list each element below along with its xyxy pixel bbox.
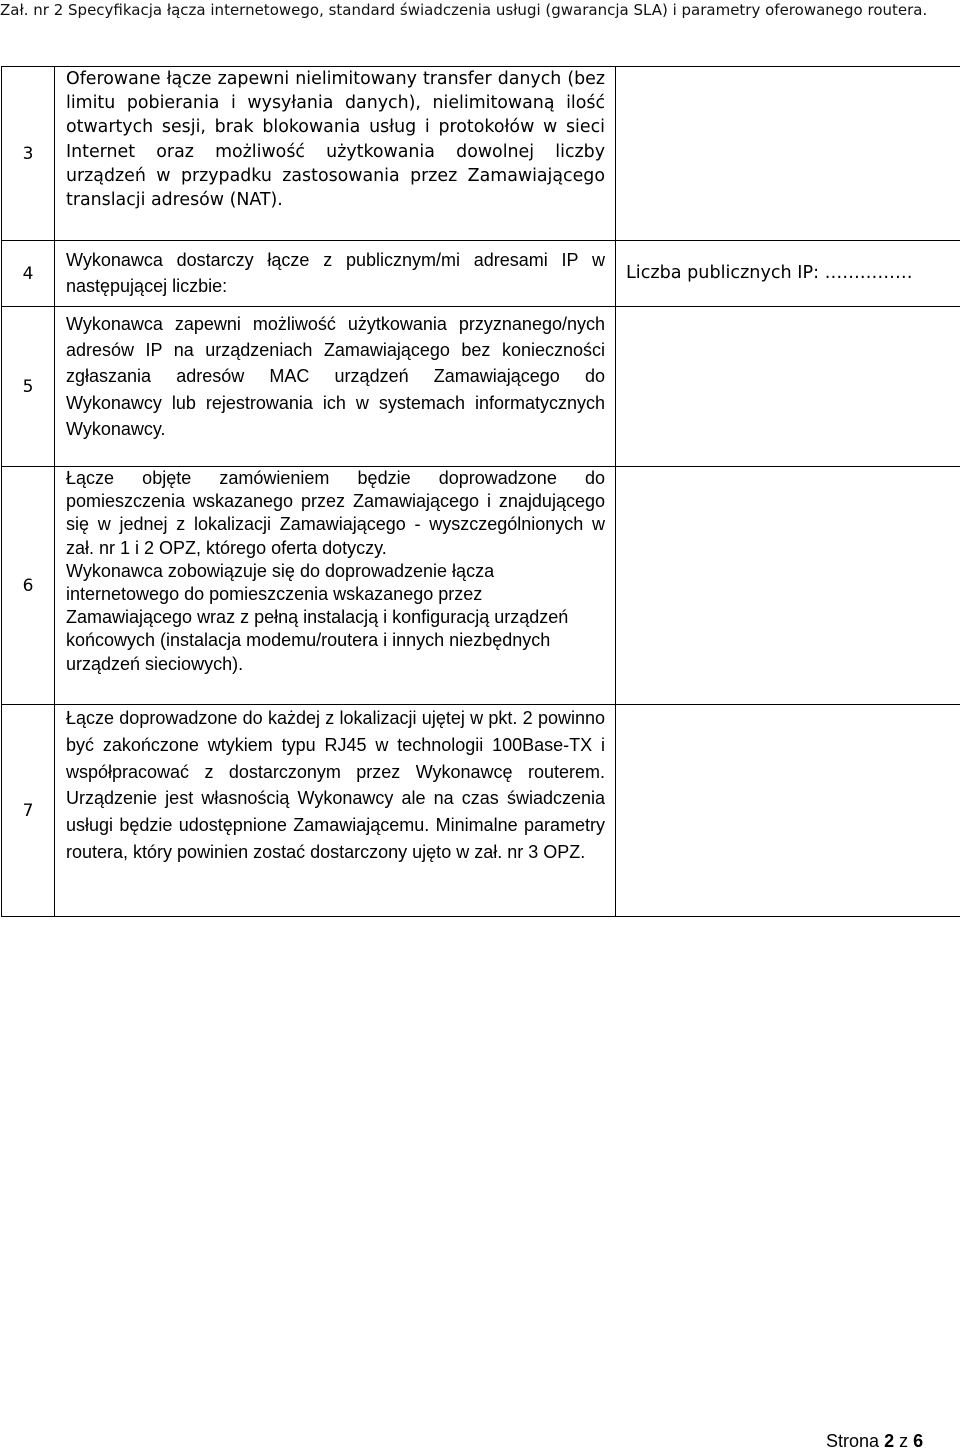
public-ip-count-field[interactable]: Liczba publicznych IP: …………… [616,241,960,285]
total-pages: 6 [913,1431,923,1451]
requirement-cell [55,705,616,917]
requirement-text [55,241,615,299]
page-label: Strona [826,1431,879,1451]
table-row [2,467,960,705]
table-row [2,307,960,467]
offer-cell [616,705,960,917]
offer-value [616,67,960,75]
current-page: 2 [884,1431,894,1451]
requirement-text [55,307,615,442]
table-row [2,241,960,307]
requirement-cell [55,307,616,467]
page-number [826,1430,923,1452]
requirement-paragraph: Wykonawca zapewni możliwość użytkowania przyznanego/nych adresów IP na urządzeniach Zamawiającego bez konieczności zgłaszania adresów MAC urządzeń Zamawiającego do Wykonawcy lub rejestrowania ich w systemach informatycznych Wykonawcy. [66,311,605,442]
requirement-paragraph: Wykonawca zobowiązuje się do doprowadzenie łącza internetowego do pomieszczenia wskazanego przez Zamawiającego wraz z pełną instalacją i konfiguracją urządzeń końcowych (instalacja modemu/routera i innych niezbędnych urządzeń sieciowych). [66,560,605,676]
offer-cell [616,241,960,307]
requirement-paragraph: Oferowane łącze zapewni nielimitowany transfer danych (bez limitu pobierania i wysyłania danych), nielimitowaną ilość otwartych sesji, brak blokowania usług i protokołów w sieci Internet oraz możliwość użytkowania dowolnej liczby urządzeń w przypadku zastosowania przez Zamawiającego translacji adresów (NAT). [66,67,605,212]
offer-value [616,705,960,713]
offer-cell [616,67,960,241]
offer-cell [616,467,960,705]
requirement-cell [55,467,616,705]
document-header: Zał. nr 2 Specyfikacja łącza internetowego, standard świadczenia usługi (gwarancja SLA) i parametry oferowanego routera. [0,0,930,20]
requirement-text [55,705,615,866]
offer-cell [616,307,960,467]
requirement-paragraph: Łącze objęte zamówieniem będzie doprowadzone do pomieszczenia wskazanego przez Zamawiającego i znajdującego się w jednej z lokalizacji Zamawiającego - wyszczególnionych w zał. nr 1 i 2 OPZ, którego oferta dotyczy. [66,467,605,560]
requirement-cell [55,67,616,241]
requirement-text [55,467,615,676]
row-number: 4 [2,241,55,307]
row-number: 6 [2,467,55,705]
row-number: 7 [2,705,55,917]
page-separator: z [899,1431,908,1451]
requirement-paragraph: Łącze doprowadzone do każdej z lokalizacji ujętej w pkt. 2 powinno być zakończone wtykiem typu RJ45 w technologii 100Base-TX i współpracować z dostarczonym przez Wykonawcę routerem. Urządzenie jest własnością Wykonawcy ale na czas świadczenia usługi będzie udostępnione Zamawiającemu. Minimalne parametry routera, który powinien zostać dostarczony ujęto w zał. nr 3 OPZ. [66,705,605,866]
table-row [2,67,960,241]
offer-value [616,307,960,315]
table-row [2,705,960,917]
offer-value [616,467,960,475]
requirement-paragraph: Wykonawca dostarczy łącze z publicznym/mi adresami IP w następującej liczbie: [66,247,605,299]
requirement-text [55,67,615,212]
specification-table [1,66,960,917]
row-number: 3 [2,67,55,241]
row-number: 5 [2,307,55,467]
requirement-cell [55,241,616,307]
